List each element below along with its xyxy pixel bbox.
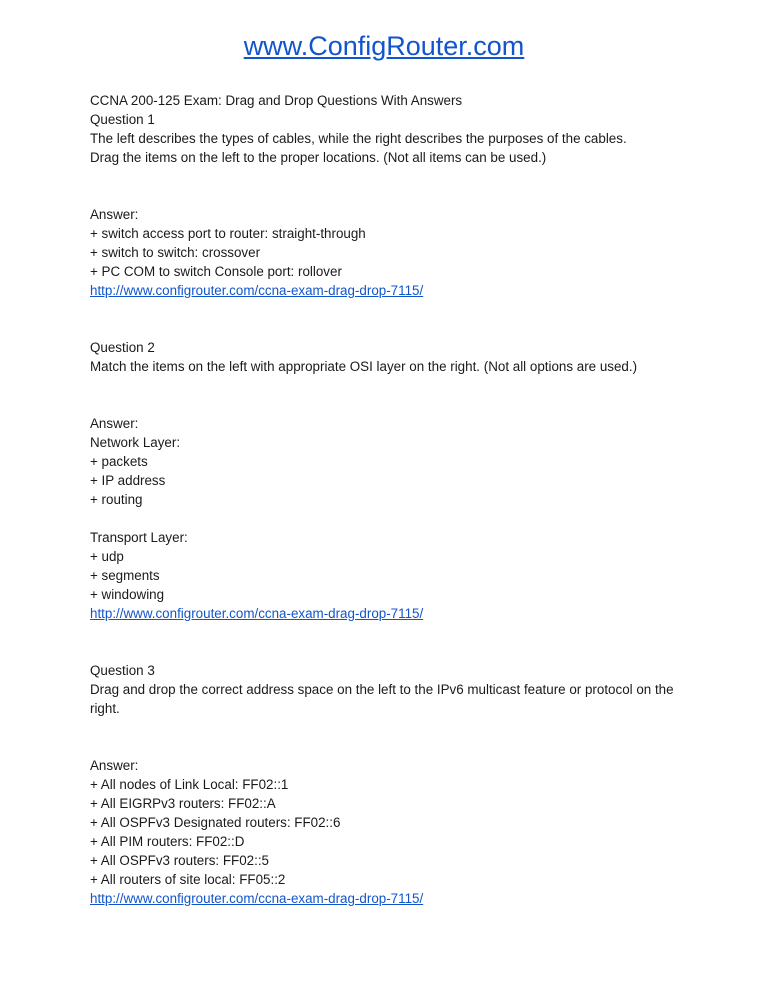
q1-text-line-2: Drag the items on the left to the proper locations. (Not all items can be used.) (90, 150, 547, 165)
q2-transport-layer-label: Transport Layer: (90, 530, 188, 545)
q1-heading: Question 1 (90, 112, 155, 127)
q3-heading: Question 3 (90, 663, 155, 678)
q2-network-item: + packets (90, 454, 148, 469)
q2-network-layer-label: Network Layer: (90, 435, 181, 450)
q3-answer-item: + All EIGRPv3 routers: FF02::A (90, 796, 276, 811)
q3-answer-label: Answer: (90, 758, 139, 773)
q1-reference-link[interactable]: http://www.configrouter.com/ccna-exam-drag-drop-7115/ (90, 283, 424, 298)
site-header-link[interactable]: www.ConfigRouter.com (243, 31, 525, 61)
q3-answer-item: + All OSPFv3 Designated routers: FF02::6 (90, 815, 341, 830)
q2-reference-link[interactable]: http://www.configrouter.com/ccna-exam-drag-drop-7115/ (90, 606, 424, 621)
q3-answer-item: + All OSPFv3 routers: FF02::5 (90, 853, 269, 868)
q1-answer-item: + PC COM to switch Console port: rollover (90, 264, 342, 279)
q2-network-item: + IP address (90, 473, 166, 488)
q2-transport-item: + udp (90, 549, 124, 564)
q2-transport-item: + windowing (90, 587, 165, 602)
q1-answer-item: + switch access port to router: straight-through (90, 226, 366, 241)
document-title: CCNA 200-125 Exam: Drag and Drop Questions With Answers (90, 93, 463, 108)
q2-transport-item: + segments (90, 568, 160, 583)
q3-answer-item: + All nodes of Link Local: FF02::1 (90, 777, 289, 792)
document-body (90, 91, 690, 908)
q2-heading: Question 2 (90, 340, 155, 355)
q3-answer-item: + All PIM routers: FF02::D (90, 834, 245, 849)
q1-answer-item: + switch to switch: crossover (90, 245, 261, 260)
q2-text: Match the items on the left with appropriate OSI layer on the right. (Not all options are used.) (90, 359, 638, 374)
q3-text: Drag and drop the correct address space on the left to the IPv6 multicast feature or protocol on the right. (90, 682, 674, 716)
q3-answer-item: + All routers of site local: FF05::2 (90, 872, 286, 887)
q1-text-line-1: The left describes the types of cables, while the right describes the purposes of the cables. (90, 131, 627, 146)
q2-network-item: + routing (90, 492, 143, 507)
q1-answer-label: Answer: (90, 207, 139, 222)
q2-answer-label: Answer: (90, 416, 139, 431)
q3-reference-link[interactable]: http://www.configrouter.com/ccna-exam-drag-drop-7115/ (90, 891, 424, 906)
